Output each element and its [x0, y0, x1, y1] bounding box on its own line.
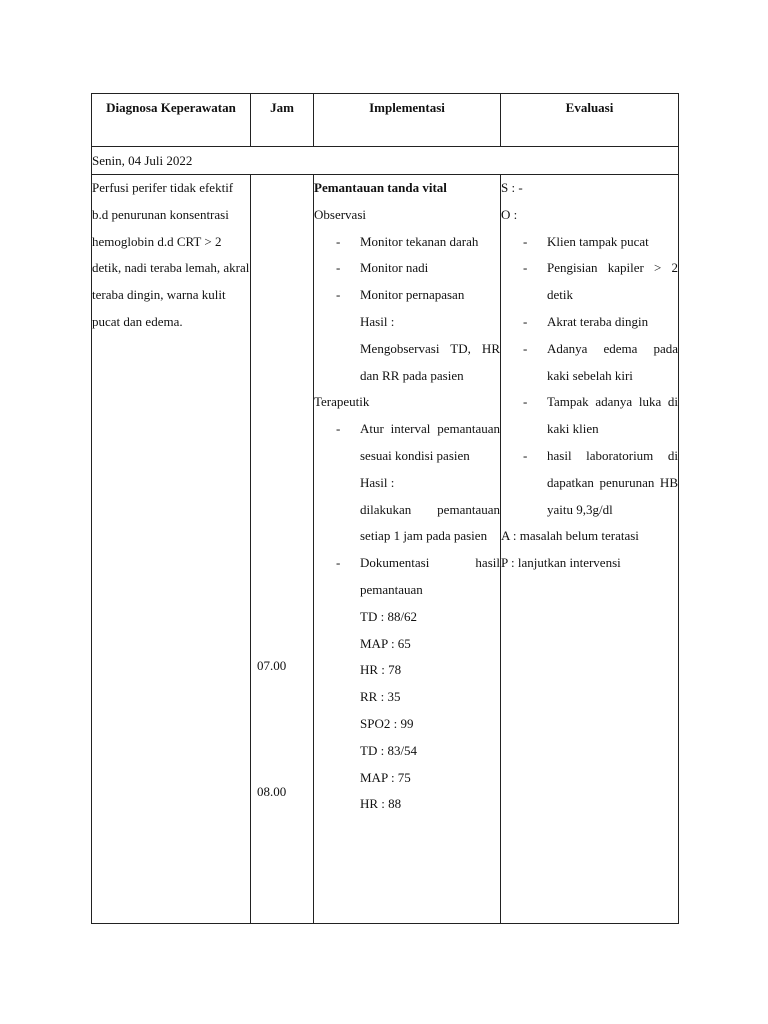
header-diagnosa: Diagnosa Keperawatan — [92, 94, 251, 147]
list-item: - Monitor nadi — [314, 255, 500, 282]
implementasi-title: Pemantauan tanda vital — [314, 180, 447, 195]
diagnosa-cell — [92, 175, 251, 924]
observasi-label: Observasi — [314, 206, 366, 222]
hasil2-label: Hasil : — [360, 474, 395, 490]
header-row — [92, 94, 679, 147]
evaluasi-o-list — [501, 229, 678, 524]
header-jam: Jam — [251, 94, 314, 147]
nursing-care-table — [91, 93, 679, 924]
date-row — [92, 147, 679, 175]
observasi-list — [314, 229, 500, 309]
implementasi-cell — [314, 175, 501, 924]
evaluasi-p: P : lanjutkan intervensi — [501, 555, 621, 571]
list-item: - Pengisian kapiler > 2 detik — [501, 255, 678, 309]
list-item: - Adanya edema pada kaki sebelah kiri — [501, 336, 678, 390]
list-item: - hasil laboratorium di dapatkan penurunan HB yaitu 9,3g/dl — [501, 443, 678, 523]
terapeutik-list — [314, 416, 500, 470]
evaluasi-s: S : - — [501, 180, 523, 195]
hasil1-text: Mengobservasi TD, HR dan RR pada pasien — [360, 340, 500, 383]
evaluasi-cell — [501, 175, 679, 924]
evaluasi-a: A : masalah belum teratasi — [501, 528, 639, 544]
jam-time-1: 07.00 — [257, 658, 287, 673]
list-item: - Atur interval pemantauan sesuai kondisi pasien — [314, 416, 500, 470]
terapeutik-label: Terapeutik — [314, 394, 370, 410]
header-implementasi: Implementasi — [314, 94, 501, 147]
vital-value: MAP : 75 — [360, 769, 411, 785]
hasil2-text: dilakukan pemantauan setiap 1 jam pada pasien — [360, 501, 500, 544]
evaluasi-o: O : — [501, 206, 518, 222]
hasil1-label: Hasil : — [360, 313, 395, 329]
date-cell: Senin, 04 Juli 2022 — [92, 147, 679, 175]
list-item: - Monitor pernapasan — [314, 282, 500, 309]
vital-value: TD : 83/54 — [360, 742, 418, 758]
list-item: - Klien tampak pucat — [501, 229, 678, 256]
vital-value: MAP : 65 — [360, 635, 411, 651]
list-item: - Tampak adanya luka di kaki klien — [501, 389, 678, 443]
diagnosa-text: Perfusi perifer tidak efektif b.d penurunan konsentrasi hemoglobin d.d CRT > 2 detik, nadi teraba lemah, akral teraba dingin, warna kulit pucat dan edema. — [92, 180, 250, 329]
dokumentasi-list — [314, 550, 500, 604]
vital-value: RR : 35 — [360, 689, 401, 705]
vital-value: HR : 78 — [360, 662, 402, 678]
jam-cell — [251, 175, 314, 924]
vital-value: TD : 88/62 — [360, 608, 418, 624]
content-row — [92, 175, 679, 924]
header-evaluasi: Evaluasi — [501, 94, 679, 147]
vital-value: SPO2 : 99 — [360, 715, 414, 731]
list-item: - Dokumentasi hasil pemantauan — [314, 550, 500, 604]
list-item: - Monitor tekanan darah — [314, 229, 500, 256]
vital-value: HR : 88 — [360, 796, 402, 812]
jam-time-2: 08.00 — [257, 784, 287, 799]
list-item: - Akrat teraba dingin — [501, 309, 678, 336]
